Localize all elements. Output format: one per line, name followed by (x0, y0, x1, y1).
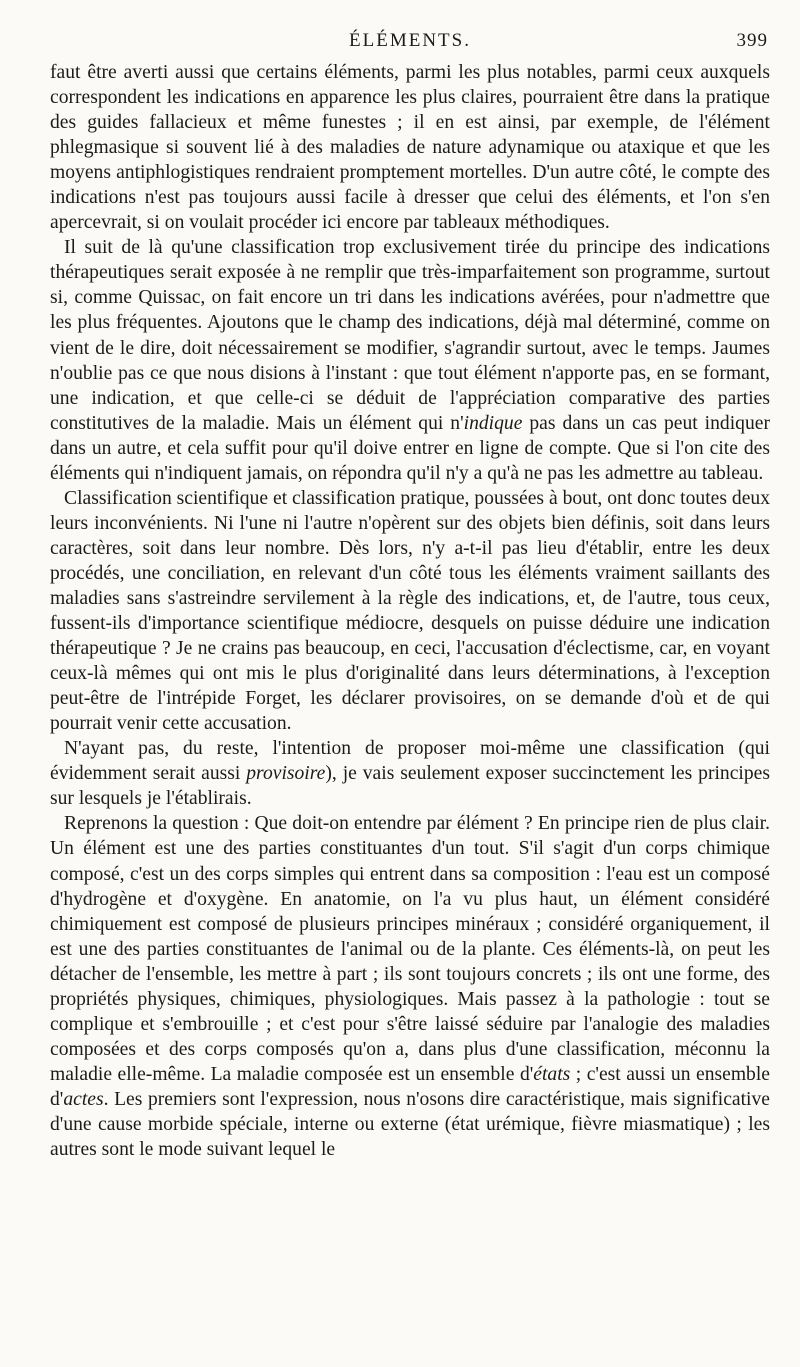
italic-term: provisoire (246, 763, 326, 785)
running-header (50, 24, 770, 60)
paragraph-4 (50, 736, 770, 811)
running-title: ÉLÉMENTS. (349, 30, 471, 51)
italic-term: états (533, 1063, 571, 1085)
text-run: Il suit de là qu'une classification trop exclusivement tirée du principe des indications thérapeutiques serait exposée à ne remplir que très-imparfaitement son programme, surtout si, comme Quissac, on fait encore un tri dans les indications avérées, pour n'admettre que les plus fréquentes. Ajoutons que le champ des indications, déjà mal déterminé, comme on vient de le dire, doit nécessairement se modifier, s'agrandir surtout, avec le temps. Jaumes n'oublie pas ce que nous disions à l'instant : que tout élément n'apporte pas, en se formant, une indication, et que celle-ci se déduit de l'appréciation comparative des parties constitutives de la maladie. Mais un élément qui n' (50, 237, 770, 434)
text-run: . Les premiers sont l'expression, nous n'osons dire caractéristique, mais significative d'une cause morbide spéciale, interne ou externe (état urémique, fièvre miasmatique) ; les autres sont le mode suivant lequel le (50, 1088, 770, 1161)
text-run: Reprenons la question : Que doit-on entendre par élément ? En principe rien de plus clair. Un élément est une des parties constituantes d'un tout. S'il s'agit d'un corps chimique composé, c'est un des corps simples qui entrent dans sa composition : l'eau est un composé d'hydrogène et d'oxygène. En anatomie, on l'a vu plus haut, un élément considéré chimiquement est composé de plusieurs principes minéraux ; considéré organiquement, il est une des parties constituantes de l'animal ou de la plante. Ces éléments-là, on peut les détacher de l'ensemble, les mettre à part ; ils sont toujours concrets ; ils ont une forme, des propriétés physiques, chimiques, physiologiques. Mais passez à la pathologie : tout se complique et s'embrouille ; et c'est pour s'être laissé séduire par l'analogie des maladies composées et des corps composés qu'on a, dans plus d'une classification, méconnu la maladie elle-même. La maladie composée est un ensemble d' (50, 813, 770, 1085)
text-run: faut être averti aussi que certains éléments, parmi les plus notables, parmi ceux auxquels correspondent les indications en apparence les plus claires, pourraient être dans la pratique des guides fallacieux et même funestes ; il en est ainsi, par exemple, de l'élément phlegmasique si souvent lié à des maladies de nature adynamique ou ataxique et que les moyens antiphlogistiques rendraient promptement mortelles. D'un autre côté, le compte des indications n'est pas toujours aussi facile à dresser que celui des éléments, et l'on s'en apercevrait, si on voulait procéder ici encore par tableaux méthodiques. (50, 62, 770, 234)
paragraph-5 (50, 811, 770, 1162)
text-run: Classification scientifique et classification pratique, poussées à bout, ont donc toutes deux leurs inconvénients. Ni l'une ni l'autre n'opèrent sur des objets bien définis, soit dans leurs caractères, soit dans leur nombre. Dès lors, n'y a-t-il pas lieu d'établir, entre les deux procédés, une conciliation, en relevant d'un côté tous les éléments vraiment saillants des maladies sans s'astreindre servilement à la règle des indications, et, de l'autre, tous ceux, fussent-ils d'importance scientifique médiocre, desquels on puisse déduire une indication thérapeutique ? Je ne crains pas beaucoup, en ceci, l'accusation d'éclectisme, car, en voyant ceux-là mêmes qui ont mis le plus d'originalité dans leurs déterminations, à l'exception peut-être de l'intrépide Forget, les déclarer provisoires, on se demande d'où et de qui pourrait venir cette accusation. (50, 487, 770, 735)
paragraph-3 (50, 486, 770, 736)
italic-term: indique (463, 412, 523, 434)
body-text (50, 60, 770, 1162)
text-run: ; c'est aussi un ensemble d' (50, 1063, 770, 1110)
paragraph-2 (50, 235, 770, 485)
text-run: N'ayant pas, du reste, l'intention de proposer moi-même une classification (qui évidemment serait aussi (50, 738, 770, 785)
text-run: ), je vais seulement exposer succinctement les principes sur lesquels je l'établirais. (50, 763, 770, 810)
italic-term: actes (63, 1088, 104, 1110)
paragraph-1 (50, 60, 770, 235)
page-number: 399 (736, 30, 768, 51)
text-run: pas dans un cas peut indiquer dans un autre, et cela suffit pour qu'il doive entrer en ligne de compte. Que si l'on cite des éléments qui n'indiquent jamais, on répondra qu'il n'y a qu'à ne pas les admettre au tableau. (50, 412, 770, 484)
